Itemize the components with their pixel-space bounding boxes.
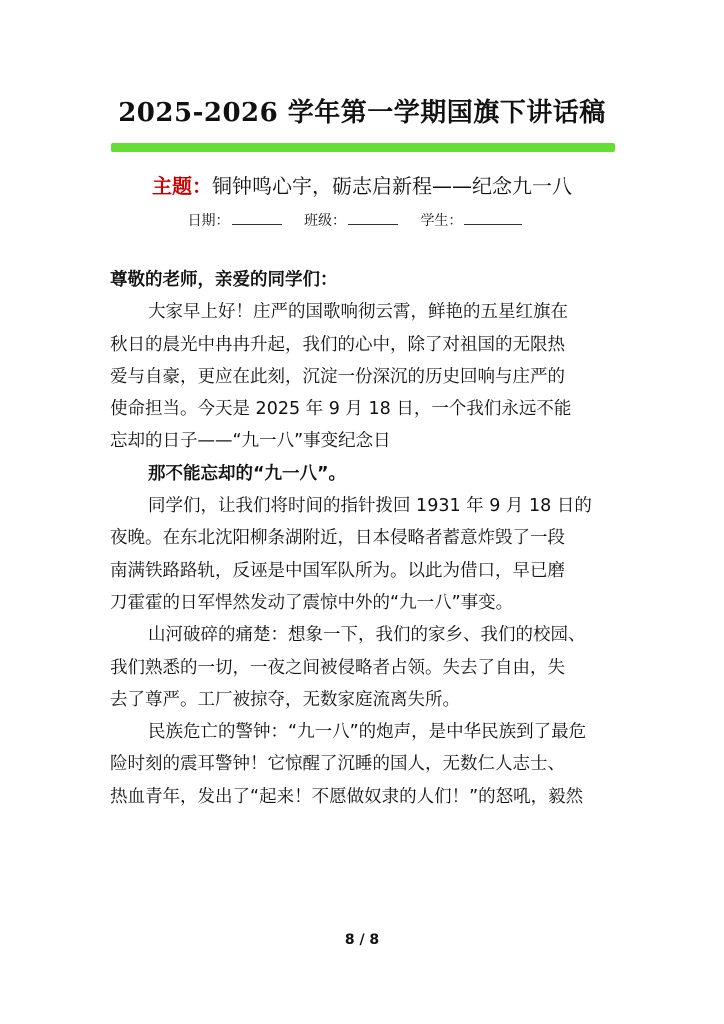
student-blank xyxy=(464,212,522,225)
date-label: 日期： xyxy=(187,213,230,229)
page-indicator: 8 / 8 xyxy=(344,932,380,948)
meta-fields xyxy=(0,210,724,230)
section-heading: 那不能忘却的“九一八”。 xyxy=(148,463,347,484)
title-divider xyxy=(111,143,615,152)
topic-text: 铜钟鸣心宇，砺志启新程——纪念九一八 xyxy=(212,174,572,198)
text-line: 同学们，让我们将时间的指针拨回 1931 年 9 月 18 日的 xyxy=(148,496,592,517)
text-line: 热血青年，发出了“起来！不愿做奴隶的人们！”的怒吼，毅然 xyxy=(110,786,584,807)
class-blank xyxy=(348,212,398,225)
text-line: 夜晚。在东北沈阳柳条湖附近，日本侵略者蓄意炸毁了一段 xyxy=(110,528,565,549)
text-line: 使命担当。今天是 2025 年 9 月 18 日，一个我们永远不能 xyxy=(110,399,572,420)
text-line: 秋日的晨光中冉冉升起，我们的心中，除了对祖国的无限热 xyxy=(110,334,565,355)
speech-body xyxy=(110,264,618,813)
text-line: 民族危亡的警钟：“九一八”的炮声，是中华民族到了最危 xyxy=(148,722,587,743)
text-line: 去了尊严。工厂被掠夺，无数家庭流离失所。 xyxy=(110,689,460,710)
document-title: 2025-2026 学年第一学期国旗下讲话稿 xyxy=(118,98,606,128)
date-blank xyxy=(232,212,282,225)
text-line: 山河破碎的痛楚：想象一下，我们的家乡、我们的校园、 xyxy=(148,625,586,646)
class-label: 班级： xyxy=(304,213,346,229)
text-line: 刀霍霍的日军悍然发动了震惊中外的“九一八”事变。 xyxy=(110,592,514,613)
text-line: 南满铁路路轨，反诬是中国军队所为。以此为借口，早已磨 xyxy=(110,560,565,581)
text-line: 险时刻的震耳警钟！它惊醒了沉睡的国人，无数仁人志士、 xyxy=(110,754,565,775)
text-line: 我们熟悉的一切，一夜之间被侵略者占领。失去了自由，失 xyxy=(110,657,565,678)
topic-label: 主题： xyxy=(152,174,212,198)
text-line: 忘却的日子——“九一八”事变纪念日 xyxy=(110,431,391,452)
salutation: 尊敬的老师，亲爱的同学们： xyxy=(110,270,338,290)
text-line: 大家早上好！庄严的国歌响彻云霄，鲜艳的五星红旗在 xyxy=(148,302,568,323)
text-line: 爱与自豪，更应在此刻，沉淀一份深沉的历史回响与庄严的 xyxy=(110,366,565,387)
topic-line xyxy=(0,170,724,199)
student-label: 学生： xyxy=(420,213,463,229)
